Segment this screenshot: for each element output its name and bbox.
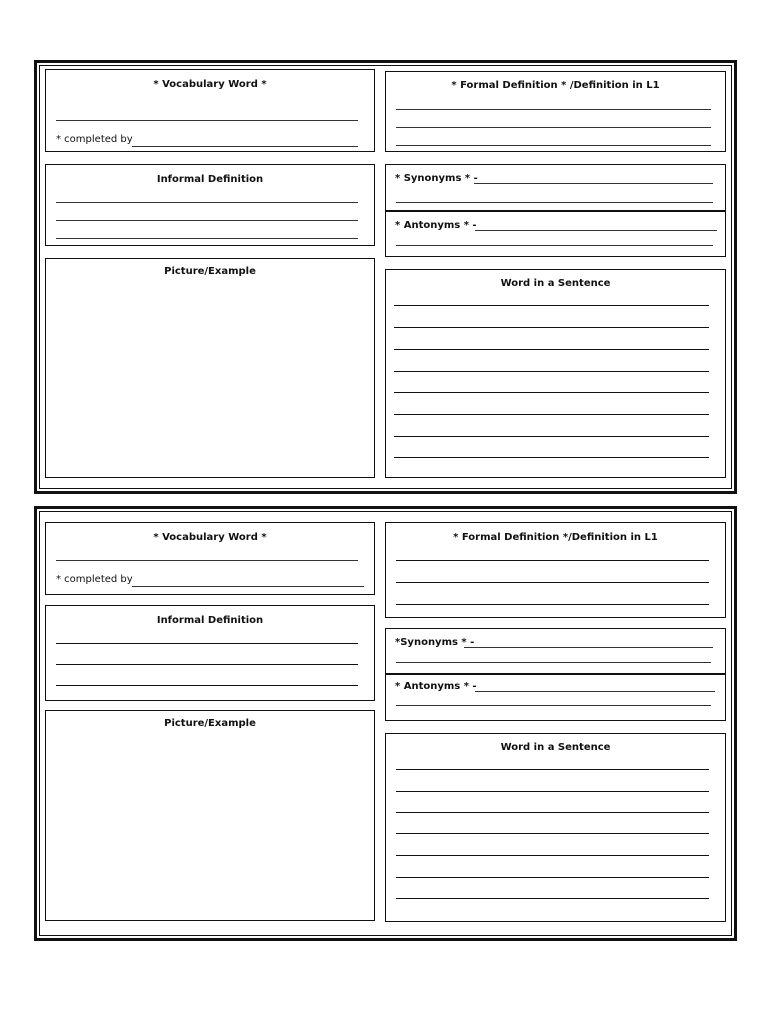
- writing-line[interactable]: [394, 349, 709, 350]
- synonyms-label: * Synonyms * -: [395, 173, 478, 184]
- word-in-sentence-box: [385, 733, 726, 922]
- word-in-sentence-box: [385, 269, 726, 478]
- completed-by-label: * completed by: [56, 134, 133, 145]
- writing-line[interactable]: [394, 305, 709, 306]
- formal-definition-title: * Formal Definition */Definition in L1: [453, 532, 658, 543]
- completed-by-line[interactable]: [132, 146, 358, 147]
- writing-line[interactable]: [394, 457, 709, 458]
- writing-line[interactable]: [396, 109, 711, 110]
- informal-definition-box: [45, 164, 375, 246]
- synonyms-line-2[interactable]: [396, 202, 713, 203]
- informal-definition-title: Informal Definition: [156, 615, 264, 626]
- picture-example-title: Picture/Example: [164, 266, 256, 277]
- writing-line[interactable]: [56, 202, 358, 203]
- picture-example-title: Picture/Example: [164, 718, 256, 729]
- writing-line[interactable]: [396, 769, 709, 770]
- writing-line[interactable]: [394, 327, 709, 328]
- writing-line[interactable]: [56, 664, 358, 665]
- writing-line[interactable]: [56, 238, 358, 239]
- writing-line[interactable]: [396, 898, 709, 899]
- antonyms-line-2[interactable]: [396, 245, 713, 246]
- informal-definition-box: [45, 605, 375, 701]
- completed-by-label: * completed by: [56, 574, 133, 585]
- writing-line[interactable]: [396, 582, 709, 583]
- word-in-sentence-title: Word in a Sentence: [500, 278, 611, 289]
- vocab-card-1: [34, 60, 737, 494]
- writing-line[interactable]: [396, 791, 709, 792]
- writing-line[interactable]: [394, 392, 709, 393]
- writing-line[interactable]: [396, 855, 709, 856]
- antonyms-label: * Antonyms * -: [395, 681, 477, 692]
- synonyms-antonyms-box: [385, 628, 726, 721]
- formal-definition-box: [385, 522, 726, 618]
- synonyms-line[interactable]: [474, 183, 713, 184]
- writing-line[interactable]: [396, 877, 709, 878]
- synonyms-antonyms-box: [385, 164, 726, 257]
- synonyms-line[interactable]: [464, 647, 713, 648]
- vocab-word-title: * Vocabulary Word *: [153, 79, 267, 90]
- writing-line[interactable]: [394, 414, 709, 415]
- vocab-word-box: [45, 522, 375, 595]
- writing-line[interactable]: [56, 220, 358, 221]
- writing-line[interactable]: [396, 145, 711, 146]
- picture-example-box[interactable]: [45, 258, 375, 478]
- antonyms-line-2[interactable]: [396, 705, 711, 706]
- vocab-card-2: [34, 506, 737, 941]
- writing-line[interactable]: [396, 833, 709, 834]
- antonyms-line[interactable]: [475, 691, 715, 692]
- writing-line[interactable]: [394, 371, 709, 372]
- formal-definition-title: * Formal Definition * /Definition in L1: [451, 80, 660, 91]
- antonyms-label: * Antonyms * -: [395, 220, 477, 231]
- writing-line[interactable]: [396, 604, 709, 605]
- synonyms-line-2[interactable]: [396, 662, 711, 663]
- completed-by-line[interactable]: [132, 586, 364, 587]
- picture-example-box[interactable]: [45, 710, 375, 921]
- word-in-sentence-title: Word in a Sentence: [500, 742, 611, 753]
- synonyms-label: *Synonyms * -: [395, 637, 475, 648]
- writing-line[interactable]: [56, 685, 358, 686]
- vocab-word-line[interactable]: [56, 120, 358, 121]
- writing-line[interactable]: [394, 436, 709, 437]
- vocab-word-title: * Vocabulary Word *: [153, 532, 267, 543]
- informal-definition-title: Informal Definition: [156, 174, 264, 185]
- writing-line[interactable]: [396, 812, 709, 813]
- writing-line[interactable]: [56, 643, 358, 644]
- vocab-word-box: [45, 69, 375, 152]
- writing-line[interactable]: [396, 560, 709, 561]
- formal-definition-box: [385, 71, 726, 152]
- vocab-word-line[interactable]: [56, 560, 358, 561]
- writing-line[interactable]: [396, 127, 711, 128]
- divider: [385, 673, 726, 675]
- antonyms-line[interactable]: [475, 230, 717, 231]
- divider: [385, 210, 726, 212]
